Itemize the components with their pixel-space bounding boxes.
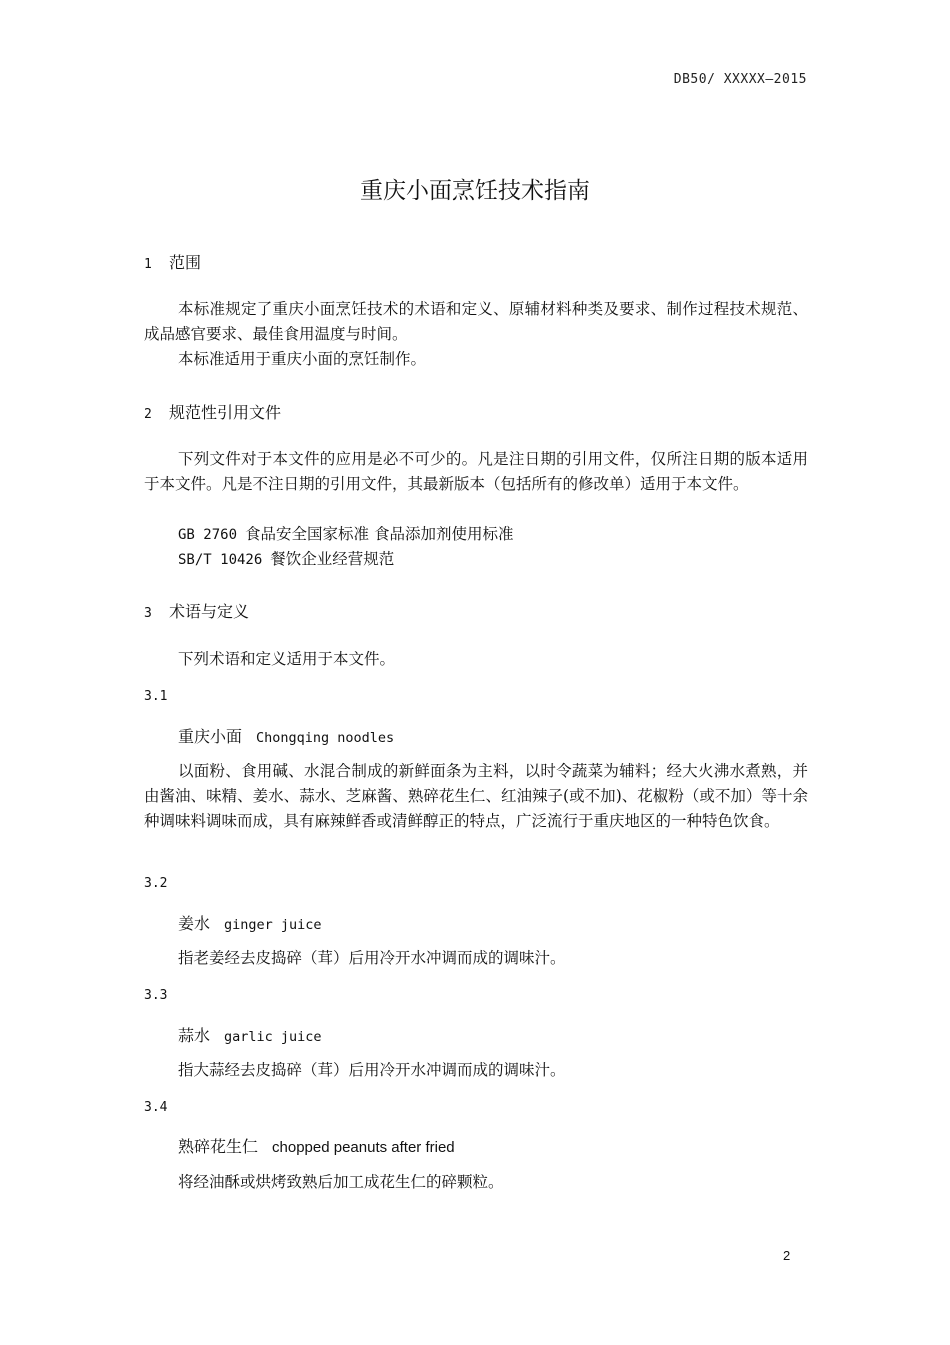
section-number: 2: [144, 407, 152, 422]
standard-code: DB50/ XXXXX—2015: [673, 72, 807, 87]
term-heading: [144, 911, 842, 934]
section-3-intro: 下列术语和定义适用于本文件。: [178, 650, 396, 668]
term-number: 3.2: [144, 876, 168, 891]
section-title: 规范性引用文件: [169, 403, 282, 422]
term-definition: 将经油酥或烘烤致熟后加工成花生仁的碎颗粒。: [178, 1173, 504, 1191]
term-chinese: 熟碎花生仁: [178, 1137, 259, 1156]
section-1-paragraph-2: 本标准适用于重庆小面的烹饪制作。: [178, 350, 427, 368]
reference-item: [144, 547, 842, 573]
term-definition: 指大蒜经去皮捣碎（茸）后用冷开水冲调而成的调味汁。: [178, 1061, 566, 1079]
section-1-heading: [144, 250, 808, 273]
section-1-paragraph-1: 本标准规定了重庆小面烹饪技术的术语和定义、原辅材料种类及要求、制作过程技术规范、成品感官要求、最佳食用温度与时间。: [144, 300, 808, 343]
reference-title: 食品安全国家标准 食品添加剂使用标准: [245, 525, 514, 543]
reference-code: GB 2760: [178, 527, 238, 543]
section-number: 1: [144, 257, 152, 272]
document-title: 重庆小面烹饪技术指南: [360, 178, 590, 204]
term-definition: 以面粉、食用碱、水混合制成的新鲜面条为主料，以时令蔬菜为辅料；经大火沸水煮熟，并由酱油、味精、姜水、蒜水、芝麻酱、熟碎花生仁、红油辣子(或不加)、花椒粉（或不加）等十余种调味料调味而成，具有麻辣鲜香或清鲜醇正的特点，广泛流行于重庆地区的一种特色饮食。: [144, 762, 808, 830]
section-2-paragraph: 下列文件对于本文件的应用是必不可少的。凡是注日期的引用文件，仅所注日期的版本适用于本文件。凡是不注日期的引用文件，其最新版本（包括所有的修改单）适用于本文件。: [144, 450, 808, 493]
section-2-heading: [144, 400, 808, 423]
reference-code: SB/T 10426: [178, 552, 263, 568]
term-chinese: 重庆小面: [178, 727, 243, 746]
term-english: Chongqing noodles: [256, 730, 395, 746]
term-english: chopped peanuts after fried: [272, 1139, 455, 1156]
term-chinese: 姜水: [178, 914, 211, 933]
page-number: 2: [783, 1248, 791, 1263]
reference-item: [144, 522, 842, 548]
term-heading: [144, 724, 842, 747]
term-english: ginger juice: [224, 917, 322, 933]
term-heading: [144, 1134, 842, 1157]
section-3-heading: [144, 599, 808, 622]
term-number: 3.3: [144, 988, 168, 1003]
reference-title: 餐饮企业经营规范: [270, 550, 395, 568]
term-english: garlic juice: [224, 1029, 322, 1045]
term-heading: [144, 1023, 842, 1046]
section-title: 术语与定义: [169, 602, 250, 621]
section-number: 3: [144, 606, 152, 621]
term-definition: 指老姜经去皮捣碎（茸）后用冷开水冲调而成的调味汁。: [178, 949, 566, 967]
section-title: 范围: [169, 253, 202, 272]
term-number: 3.4: [144, 1100, 168, 1115]
term-chinese: 蒜水: [178, 1026, 211, 1045]
term-number: 3.1: [144, 689, 168, 704]
